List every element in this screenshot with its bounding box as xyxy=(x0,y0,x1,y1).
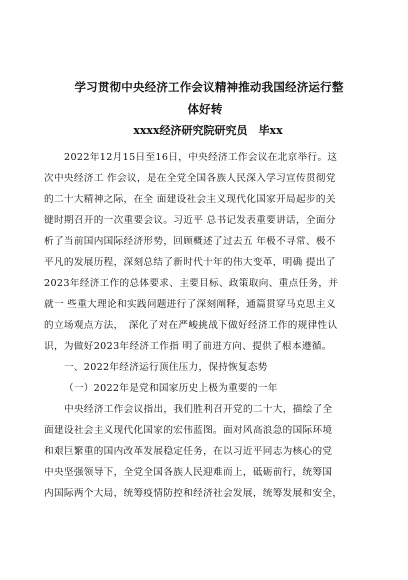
paragraph-1-line: 就一 些重大理论和实践问题进行了深刻阐释，通篇贯穿马克思主义 xyxy=(44,299,336,310)
paragraph-2-line: 中央经济工作会议指出，我们胜利召开党的二十大，描绘了全 xyxy=(64,404,333,415)
document-title-line-2: 体好转 xyxy=(187,102,223,116)
paragraph-2-line: 中央坚强领导下，全党全国各族人民迎难而上，砥砺前行，统筹国 xyxy=(44,467,333,478)
paragraph-1-line: 的二十大精神之际，在全 面建设社会主义现代化国家开局起步的关 xyxy=(44,194,336,205)
paragraph-1-line: 平凡的发展历程，深刻总结了新时代十年的伟大变革，明确 提出了 xyxy=(44,257,336,268)
paragraph-1-line: 识，为做好2023年经济工作指 明了前进方向、提供了根本遵循。 xyxy=(44,341,332,352)
document-title-line-1: 学习贯彻中央经济工作会议精神推动我国经济运行整 xyxy=(74,80,344,94)
paragraph-1-line: 的立场观点方法， 深化了对在严峻挑战下做好经济工作的规律性认 xyxy=(44,320,338,331)
subsection-heading: （一）2022年是党和国家历史上极为重要的一年 xyxy=(64,383,278,394)
paragraph-2-line: 和艰巨繁重的国内改革发展稳定任务，在以习近平同志为核心的党 xyxy=(44,446,333,457)
paragraph-1-line: 2022年12月15日至16日，中央经济工作会议在北京举行。这 xyxy=(64,152,338,163)
section-heading: 一、2022年经济运行顶住压力，保持恢复态势 xyxy=(64,362,268,373)
document-author: xxxx经济研究院研究员 毕xx xyxy=(133,124,283,137)
paragraph-1-line: 键时期召开的一次重要会议。习近平 总书记发表重要讲话，全面分 xyxy=(44,215,336,226)
paragraph-1-line: 次中央经济工 作会议，是在全党全国各族人民深入学习宣传贯彻党 xyxy=(44,173,336,184)
paragraph-2-line: 面建设社会主义现代化国家的宏伟蓝图。面对风高浪急的国际环境 xyxy=(44,425,333,436)
paragraph-1-line: 析了当前国内国际经济形势，回顾概述了过去五 年极不寻常、极不 xyxy=(44,236,336,247)
paragraph-1-line: 2023年经济工作的总体要求、主要目标、政策取向、重点任务，并 xyxy=(44,278,339,289)
paragraph-2-line: 内国际两个大局，统筹疫情防控和经济社会发展，统筹发展和安全， xyxy=(44,488,343,499)
